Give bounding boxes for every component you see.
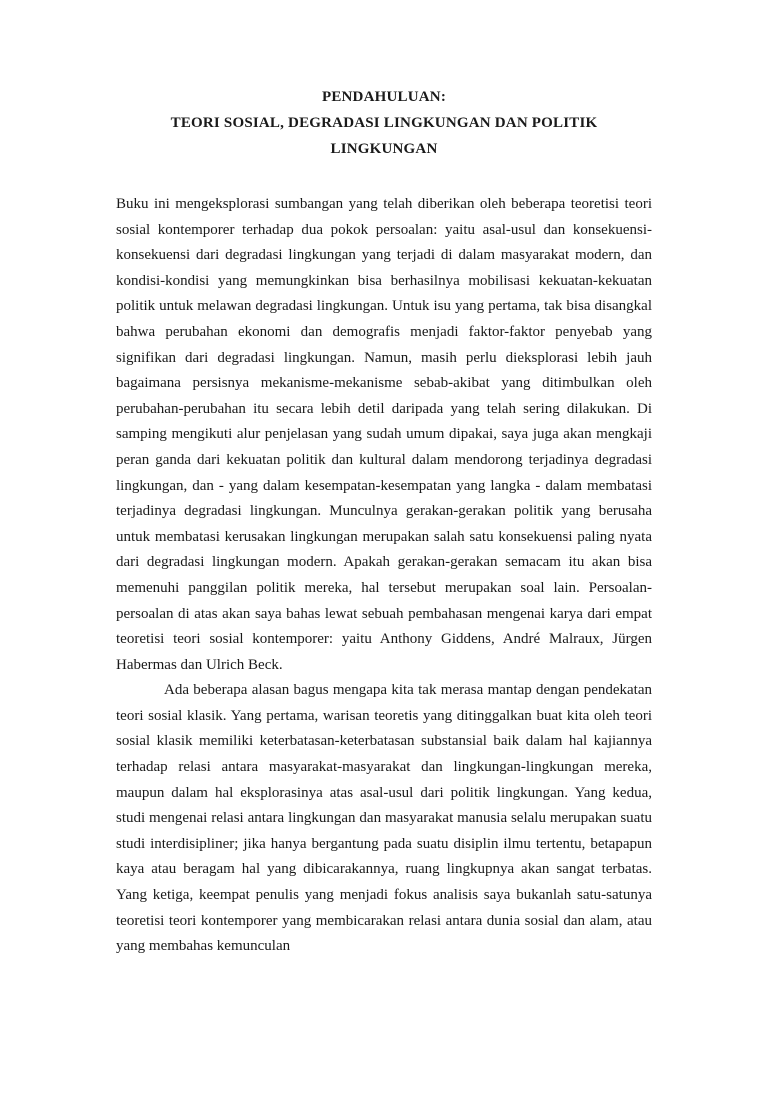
title-line-3: LINGKUNGAN [330, 141, 438, 157]
document-page [0, 84, 768, 1108]
title-line-2: TEORI SOSIAL, DEGRADASI LINGKUNGAN DAN POLITIK [170, 115, 598, 131]
body-paragraph-1: Buku ini mengeksplorasi sumbangan yang telah diberikan oleh beberapa teoretisi teori sosial kontemporer terhadap dua pokok persoalan: yaitu asal-usul dan konsekuensi-konsekuensi dari degradasi lingkungan yang terjadi di dalam masyarakat modern, dan kondisi-kondisi yang memungkinkan bisa berhasilnya mobilisasi kekuatan-kekuatan politik untuk melawan degradasi lingkungan. Untuk isu yang pertama, tak bisa disangkal bahwa perubahan ekonomi dan demografis menjadi faktor-faktor penyebab yang signifikan dari degradasi lingkungan. Namun, masih perlu dieksplorasi lebih jauh bagaimana persisnya mekanisme-mekanisme sebab-akibat yang ditimbulkan oleh perubahan-perubahan itu secara lebih detil daripada yang telah sering dilakukan. Di samping mengikuti alur penjelasan yang sudah umum dipakai, saya juga akan mengkaji peran ganda dari kekuatan politik dan kultural dalam mendorong terjadinya degradasi lingkungan, dan - yang dalam kesempatan-kesempatan yang langka - dalam membatasi terjadinya degradasi lingkungan. Munculnya gerakan-gerakan politik yang berusaha untuk membatasi kerusakan lingkungan merupakan salah satu konsekuensi paling nyata dari degradasi lingkungan modern. Apakah gerakan-gerakan semacam itu akan bisa memenuhi panggilan politik mereka, hal tersebut merupakan soal lain. Persoalan-persoalan di atas akan saya bahas lewat sebuah pembahasan mengenai karya dari empat teoretisi teori sosial kontemporer: yaitu Anthony Giddens, André Malraux, Jürgen Habermas dan Ulrich Beck. [116, 196, 652, 673]
chapter-title [116, 84, 652, 162]
title-line-1: PENDAHULUAN: [321, 89, 447, 105]
body-paragraph-2: Ada beberapa alasan bagus mengapa kita tak merasa mantap dengan pendekatan teori sosial klasik. Yang pertama, warisan teoretis yang ditinggalkan buat kita oleh teori sosial klasik memiliki keterbatasan-keterbatasan substansial baik dalam hal kajiannya terhadap relasi antara masyarakat-masyarakat dan lingkungan-lingkungan mereka, maupun dalam hal eksplorasinya atas asal-usul dari politik lingkungan. Yang kedua, studi mengenai relasi antara lingkungan dan masyarakat manusia selalu merupakan suatu studi interdisipliner; jika hanya bergantung pada suatu disiplin ilmu tertentu, betapapun kaya atau beragam hal yang dibicarakannya, ruang lingkupnya akan sangat terbatas. Yang ketiga, keempat penulis yang menjadi fokus analisis saya bukanlah satu-satunya teoretisi teori kontemporer yang membicarakan relasi antara dunia sosial dan alam, atau yang membahas kemunculan [116, 682, 652, 955]
